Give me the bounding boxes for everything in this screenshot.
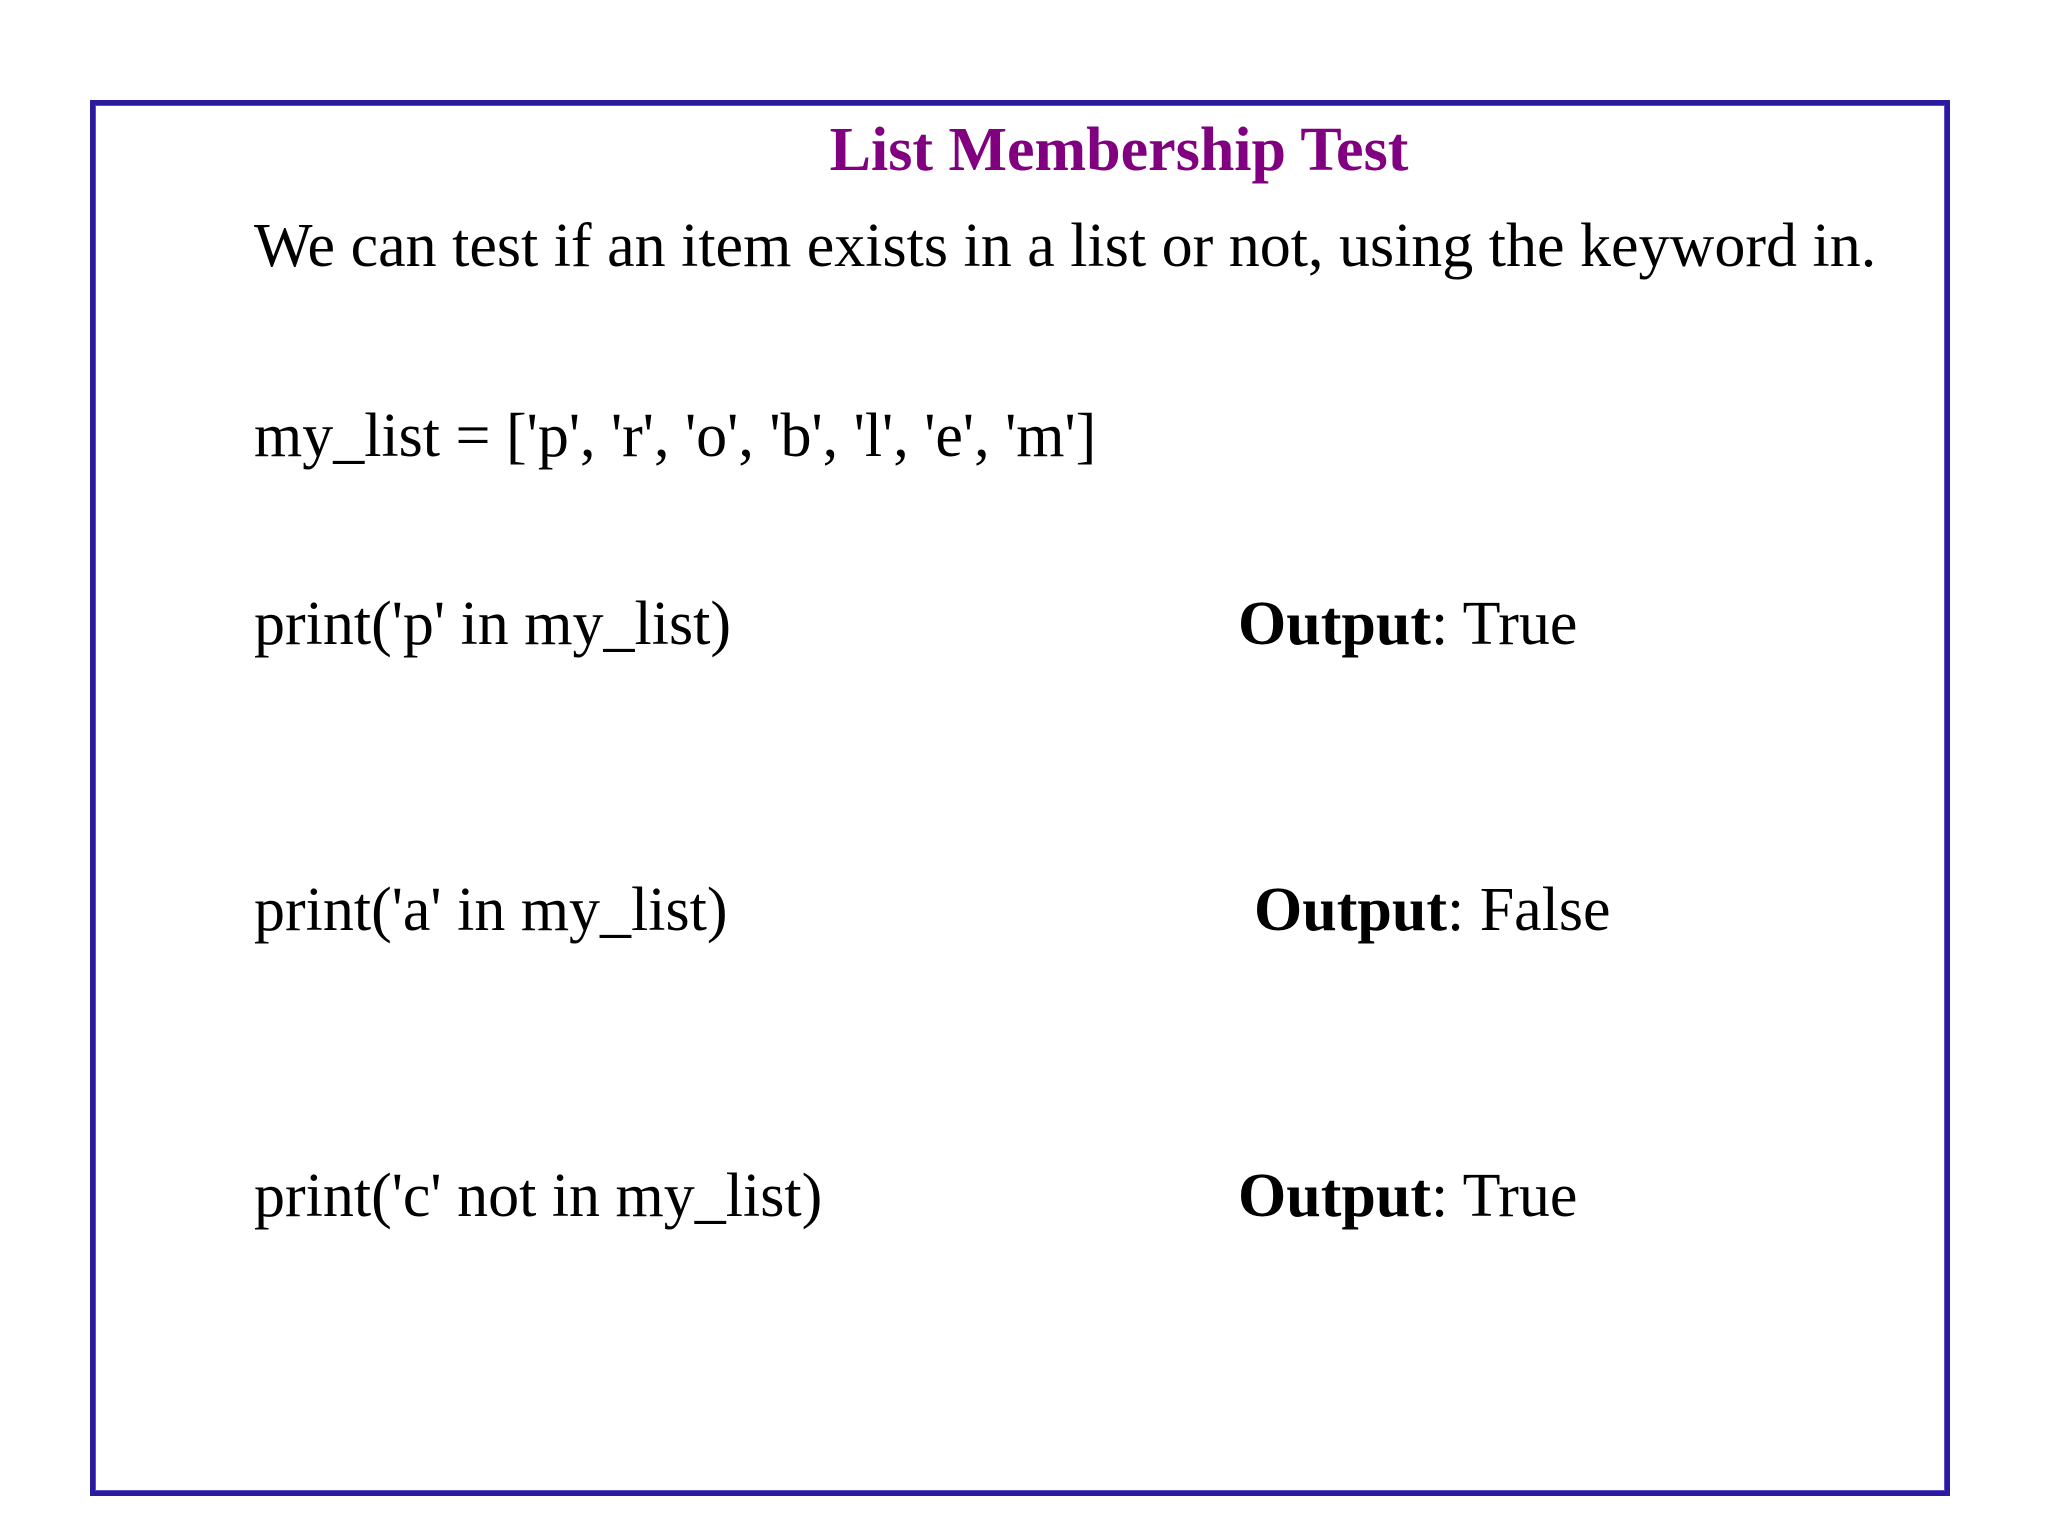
output-label: Output [1254, 876, 1447, 944]
list-assignment-code: my_list = ['p', 'r', 'o', 'b', 'l', 'e', 'm'] [254, 402, 1097, 470]
example-output-2 [1254, 872, 1611, 948]
output-separator: : [1430, 590, 1463, 658]
output-separator: : [1446, 876, 1480, 944]
slide-frame [90, 100, 1950, 1496]
output-label: Output [1238, 1162, 1431, 1230]
output-separator: : [1430, 1162, 1463, 1230]
example-output-1 [1238, 586, 1577, 662]
example-code-2: print('a' in my_list) [254, 876, 728, 944]
example-code-1: print('p' in my_list) [254, 590, 731, 658]
slide-title: List Membership Test [829, 116, 1409, 184]
example-output-3 [1238, 1158, 1577, 1234]
output-value: True [1462, 1162, 1578, 1230]
output-label: Output [1238, 590, 1431, 658]
output-value: True [1462, 590, 1578, 658]
intro-text: We can test if an item exists in a list or not, using the keyword in. [254, 212, 1877, 280]
output-value: False [1479, 876, 1611, 944]
example-code-3: print('c' not in my_list) [254, 1162, 823, 1230]
